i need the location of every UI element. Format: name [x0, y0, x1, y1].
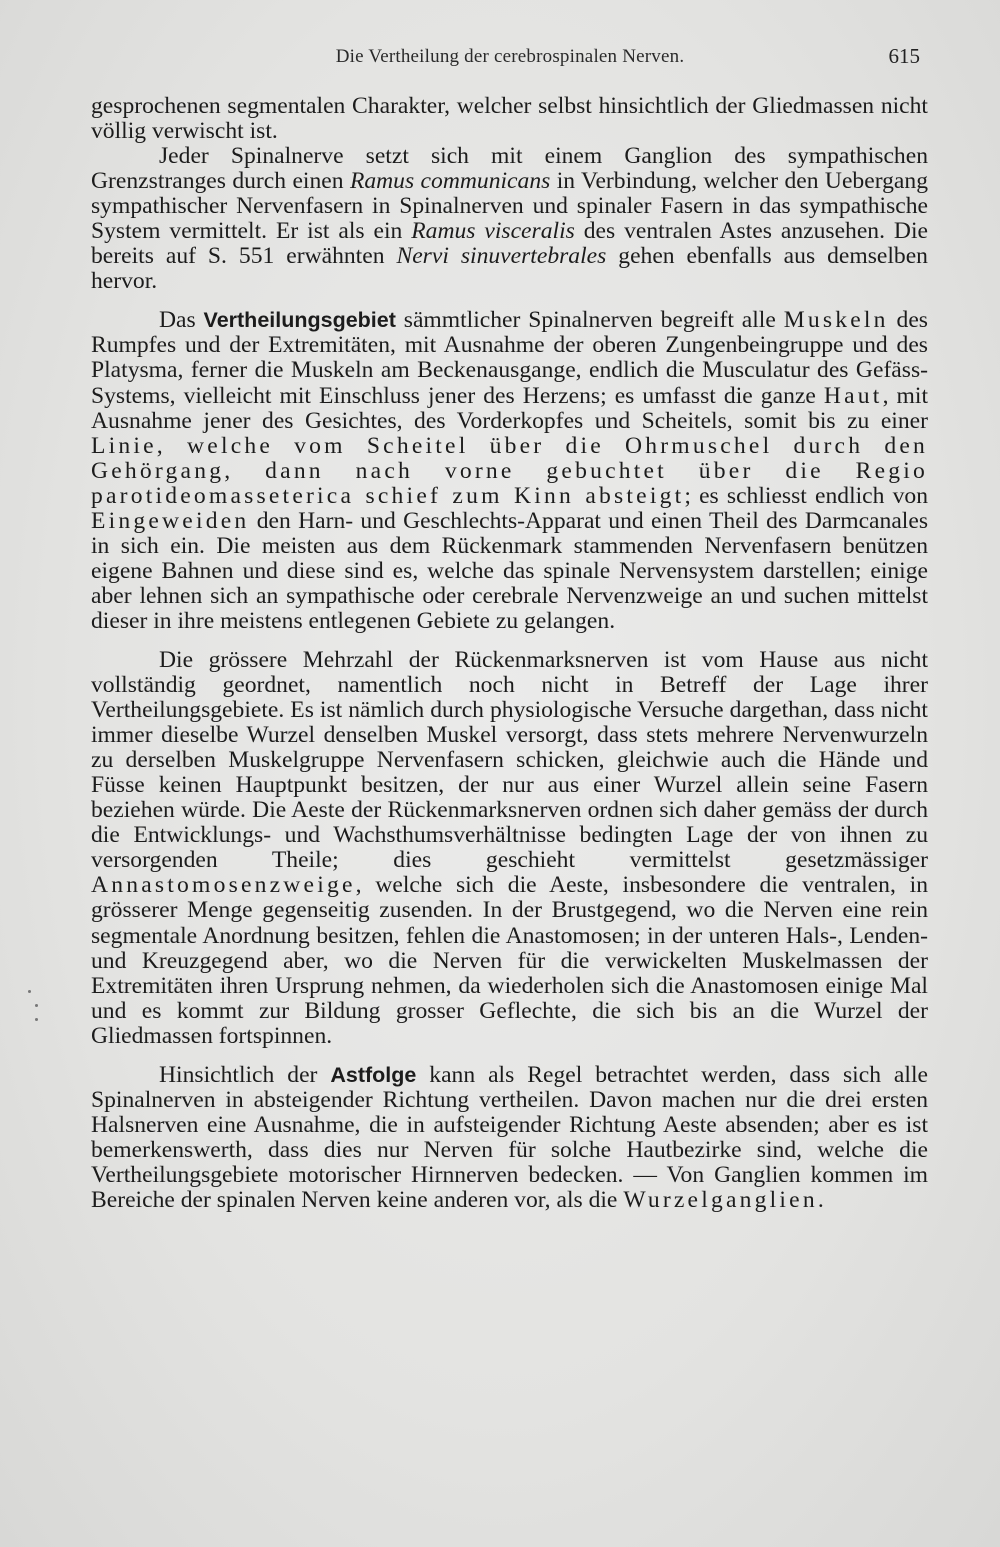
heading-vertheilungsgebiet: Vertheilungsgebiet — [203, 308, 396, 333]
term-ramus-communicans: Ramus communicans — [349, 168, 551, 195]
margin-marks — [26, 990, 40, 1030]
paragraph-1-text: gesprochenen segmentalen Charakter, welcher selbst hinsichtlich der Gliedmassen nicht völlig verwischt ist. — [91, 93, 928, 145]
paragraph-5-text-c: . — [817, 1186, 824, 1213]
spaced-haut: Haut — [823, 382, 883, 409]
paragraph-2-text-c: des ventralen Astes anzusehen. Die bereits auf S. 551 erwähnten — [91, 218, 928, 270]
paragraph-5-text-b: kann als Regel betrachtet werden, dass sich alle Spinalnerven in absteigender Richtung vertheilen. Davon machen nur die drei ersten Halsnerven eine Ausnahme, die in aufsteigender Richtung Aeste absenden; aber es ist bemerkenswerth, dass dies nur Nerven für solche Hautbezirke sind, welche die Vertheilungsgebiete motorischer Hirnnerven bedecken. — Von Ganglien kommen im Bereiche der spinalen Nerven keine anderen vor, als die — [91, 1061, 928, 1213]
page-number: 615 — [888, 44, 920, 68]
paragraph-3-text-d: , mit Ausnahme jener des Gesichtes, des Vorderkopfes und Scheitels, somit bis zu einer — [91, 382, 928, 434]
paragraph-1 — [91, 94, 928, 144]
heading-astfolge: Astfolge — [330, 1062, 417, 1087]
spaced-eingeweiden: Eingeweiden — [91, 507, 250, 534]
spaced-muskeln: Muskeln — [783, 307, 889, 334]
paragraph-2-text-d: gehen ebenfalls aus demselben hervor. — [91, 243, 928, 295]
paragraph-3-text-c: des Rumpfes und der Extremitäten, mit Ausnahme der oberen Zungenbeingruppe und des Platysma, ferner die Muskeln am Beckenausgange, endlich die Musculatur des Gefäss-Systems, vielleicht mit Einschluss jener des Herzens; es umfasst die ganze — [91, 307, 928, 409]
paragraph-4 — [91, 648, 928, 1049]
body-text — [91, 94, 928, 1213]
paragraph-3-text-b: sämmtlicher Spinalnerven begreift alle — [395, 307, 784, 334]
spaced-wurzelganglien: Wurzelganglien — [623, 1186, 818, 1213]
paragraph-3-text-f: den Harn- und Geschlechts-Apparat und einen Theil des Darmcanales in sich ein. Die meisten aus dem Rückenmark stammenden Nervenfasern benützen eigene Bahnen und diese sind es, welche das spinale Nervensystem darstellen; einige aber lehnen sich an sympathische oder cerebrale Nervenzweige an und suchen mittelst dieser in ihre meistens entlegenen Gebiete zu gelangen. — [91, 507, 928, 634]
paragraph-3 — [91, 308, 928, 634]
page-header — [90, 46, 930, 76]
term-ramus-visceralis: Ramus visceralis — [411, 218, 575, 245]
paragraph-2 — [91, 144, 928, 294]
paragraph-3-text-e: ; es schliesst endlich von — [684, 482, 929, 509]
spaced-linie: Linie, welche vom Scheitel über die Ohrmuschel durch den Gehörgang, dann nach vorne gebuchtet über die Regio parotideomasseterica schief zum Kinn absteigt — [91, 432, 928, 509]
spaced-annastomosenzweige: Annastomosenzweige — [91, 872, 356, 899]
paragraph-5-text-a: Hinsichtlich der — [159, 1061, 331, 1088]
paragraph-3-text-a: Das — [159, 307, 204, 334]
margin-dot — [28, 990, 31, 993]
running-head: Die Vertheilung der cerebrospinalen Nerven. — [335, 46, 685, 67]
margin-dot — [35, 1004, 38, 1007]
paragraph-2-text-a: Jeder Spinalnerve setzt sich mit einem Ganglion des sympathischen Grenzstranges durch einen — [91, 143, 928, 195]
paragraph-4-text-b: , welche sich die Aeste, insbesondere die ventralen, in grösserer Menge gegenseitig zusenden. In der Brustgegend, wo die Nerven eine rein segmentale Anordnung besitzen, fehlen die Anastomosen; in der unteren Hals-, Lenden- und Kreuzgegend aber, wo die Nerven für die verwickelten Muskelmassen der Extremitäten ihren Ursprung nehmen, da wiederholen sich die Anastomosen einige Mal und es kommt zur Bildung grosser Geflechte, die sich bis an die Wurzel der Gliedmassen fortspinnen. — [91, 872, 928, 1049]
paragraph-2-text-b: in Verbindung, welcher den Uebergang sympathischer Nervenfasern in Spinalnerven und spinaler Fasern in das sympathische System vermittelt. Er ist als ein — [91, 168, 928, 245]
paragraph-5 — [91, 1063, 928, 1213]
term-nervi-sinuvertebrales: Nervi sinuvertebrales — [396, 243, 607, 270]
margin-dot — [35, 1018, 38, 1021]
paragraph-4-text-a: Die grössere Mehrzahl der Rückenmarksnerven ist vom Hause aus nicht vollständig geordnet, namentlich noch nicht in Betreff der Lage ihrer Vertheilungsgebiete. Es ist nämlich durch physiologische Versuche dargethan, dass nicht immer dieselbe Wurzel denselben Muskel versorgt, dass stets mehrere Nervenwurzeln zu derselben Muskelgruppe Nervenfasern schicken, gleichwie auch die Hände und Füsse keinen Hauptpunkt besitzen, der nur aus einer Wurzel allein seine Fasern beziehen würde. Die Aeste der Rückenmarksnerven ordnen sich daher gemäss der durch die Entwicklungs- und Wachsthumsverhältnisse bedingten Lage der von ihnen zu versorgenden Theile; dies geschieht vermittelst gesetzmässiger — [91, 646, 928, 874]
